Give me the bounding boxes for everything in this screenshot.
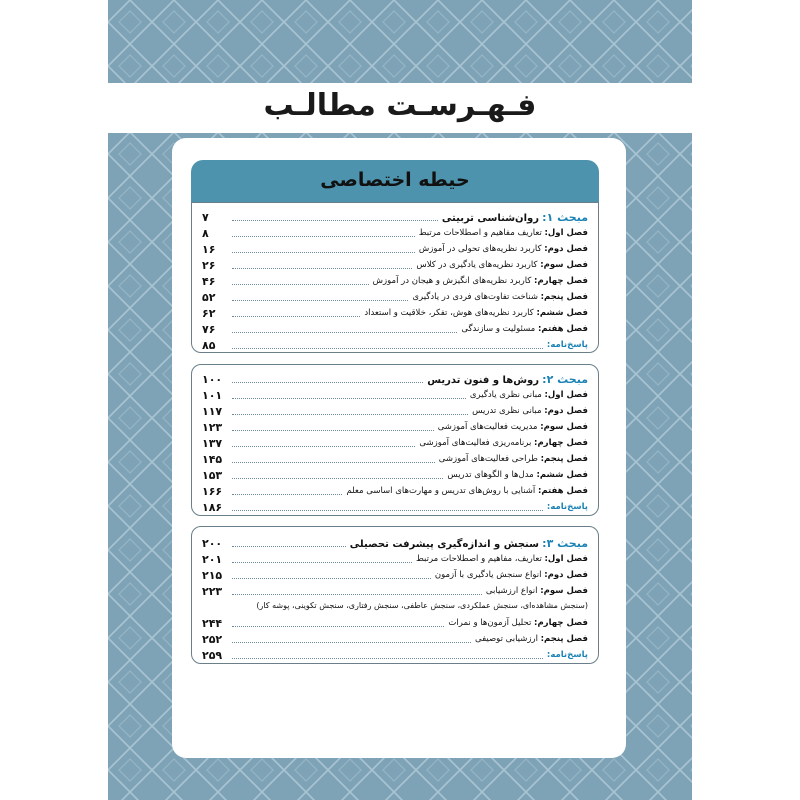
chapter-title: روش‌ها و فنون تدریس [427, 374, 539, 386]
page-number: ۷ [202, 210, 209, 224]
leader-dots [232, 494, 342, 495]
section-prefix: فصل سوم: [540, 586, 588, 596]
leader-dots [232, 478, 443, 479]
page-number: ۴۶ [202, 274, 216, 288]
page-number: ۲۵۲ [202, 632, 223, 646]
section-prefix: فصل اول: [544, 554, 588, 564]
section-title-text: تعاریف، مفاهیم و اصطلاحات مرتبط [415, 554, 542, 564]
chapter-prefix: مبحث ۱: [542, 210, 588, 224]
toc-row[interactable] [192, 583, 598, 599]
toc-row[interactable] [192, 567, 598, 583]
section-title-text: طراحی فعالیت‌های آموزشی [438, 454, 538, 464]
section-prefix: فصل پنجم: [540, 454, 588, 464]
toc-row[interactable] [192, 403, 598, 419]
section-prefix: فصل چهارم: [534, 618, 588, 628]
answer-key-label: پاسخ‌نامه: [546, 502, 588, 512]
toc-row[interactable] [192, 435, 598, 451]
toc-row[interactable] [192, 551, 598, 567]
leader-dots [232, 462, 435, 463]
leader-dots [232, 348, 543, 349]
section-title-text: مسئولیت و سازندگی [461, 324, 536, 334]
subsection-note: (سنجش مشاهده‌ای، سنجش عملکردی، سنجش عاطفی، سنجش رفتاری، سنجش تکوینی، پوشه کار) [256, 601, 588, 610]
leader-dots [232, 642, 471, 643]
leader-dots [232, 252, 415, 253]
section-prefix: فصل دوم: [544, 244, 588, 254]
page-number: ۱۱۷ [202, 404, 223, 418]
chapter-prefix: مبحث ۲: [542, 372, 588, 386]
leader-dots [232, 446, 415, 447]
leader-dots [232, 430, 434, 431]
chapter-title: روان‌شناسی تربیتی [441, 212, 539, 224]
leader-dots [232, 562, 412, 563]
section-title: حیطه اختصاصی [320, 169, 470, 191]
section-title-text: مبانی نظری یادگیری [469, 390, 542, 400]
page-number: ۲۱۵ [202, 568, 223, 582]
toc-row[interactable] [192, 483, 598, 499]
leader-dots [232, 414, 468, 415]
section-prefix: فصل چهارم: [534, 438, 588, 448]
toc-row[interactable] [192, 241, 598, 257]
section-prefix: فصل اول: [544, 390, 588, 400]
page-number: ۱۰۱ [202, 388, 223, 402]
section-title-text: برنامه‌ریزی فعالیت‌های آموزشی [419, 438, 532, 448]
page-number: ۲۶ [202, 258, 216, 272]
leader-dots [232, 658, 543, 659]
leader-dots [232, 546, 346, 547]
page-number: ۱۶ [202, 242, 216, 256]
page-number: ۸ [202, 226, 209, 240]
page-number: ۱۸۶ [202, 500, 223, 514]
section-title-text: شناخت تفاوت‌های فردی در یادگیری [412, 292, 538, 302]
section-title-text: کاربرد نظریه‌های یادگیری در کلاس [416, 260, 538, 270]
section-prefix: فصل ششم: [536, 470, 588, 480]
page-number: ۲۰۱ [202, 552, 223, 566]
leader-dots [232, 284, 369, 285]
leader-dots [232, 268, 412, 269]
answer-key-row[interactable] [192, 337, 598, 353]
section-title-text: کاربرد نظریه‌های انگیزش و هیجان در آموزش [372, 276, 532, 286]
chapter-heading[interactable] [192, 371, 598, 387]
chapter-panel-2 [191, 364, 599, 516]
section-title-text: انواع ارزشیابی [485, 586, 538, 596]
toc-row[interactable] [192, 305, 598, 321]
chapter-heading[interactable] [192, 209, 598, 225]
section-prefix: فصل ششم: [536, 308, 588, 318]
page-number: ۱۳۷ [202, 436, 223, 450]
chapter-prefix: مبحث ۳: [542, 536, 588, 550]
section-title-text: کاربرد نظریه‌های تحولی در آموزش [418, 244, 542, 254]
section-title-text: مدیریت فعالیت‌های آموزشی [437, 422, 538, 432]
leader-dots [232, 398, 466, 399]
toc-row[interactable] [192, 321, 598, 337]
section-title-text: تعاریف مفاهیم و اصطلاحات مرتبط [418, 228, 542, 238]
leader-dots [232, 578, 431, 579]
chapter-panel-1 [191, 202, 599, 353]
page-number: ۸۵ [202, 338, 216, 352]
section-prefix: فصل سوم: [540, 422, 588, 432]
leader-dots [232, 316, 360, 317]
section-title-text: کاربرد نظریه‌های هوش، تفکر، خلاقیت و استعداد [364, 308, 534, 318]
toc-row[interactable] [192, 467, 598, 483]
page-number: ۱۵۳ [202, 468, 223, 482]
chapter-title: سنجش و اندازه‌گیری پیشرفت تحصیلی [349, 538, 539, 550]
page-number: ۲۵۹ [202, 648, 223, 662]
toc-row[interactable] [192, 631, 598, 647]
section-prefix: فصل پنجم: [540, 292, 588, 302]
section-title-text: مدل‌ها و الگوهای تدریس [447, 470, 534, 480]
page-number: ۱۲۳ [202, 420, 223, 434]
section-prefix: فصل اول: [544, 228, 588, 238]
toc-row[interactable] [192, 257, 598, 273]
page-number: ۲۲۳ [202, 584, 223, 598]
toc-row[interactable] [192, 289, 598, 305]
page-number: ۵۲ [202, 290, 216, 304]
answer-key-label: پاسخ‌نامه: [546, 340, 588, 350]
page-number: ۲۴۴ [202, 616, 223, 630]
answer-key-row[interactable] [192, 647, 598, 663]
toc-row[interactable] [192, 273, 598, 289]
leader-dots [232, 332, 457, 333]
section-title-text: تحلیل آزمون‌ها و نمرات [448, 618, 532, 628]
chapter-heading[interactable] [192, 535, 598, 551]
leader-dots [232, 300, 408, 301]
section-prefix: فصل دوم: [544, 406, 588, 416]
page-number: ۱۰۰ [202, 372, 223, 386]
page-title: فـهـرسـت مطالـب [263, 88, 537, 123]
leader-dots [232, 382, 423, 383]
leader-dots [232, 236, 415, 237]
toc-row[interactable] [192, 225, 598, 241]
leader-dots [232, 220, 438, 221]
section-prefix: فصل دوم: [544, 570, 588, 580]
toc-row[interactable] [192, 615, 598, 631]
section-prefix: فصل هفتم: [537, 486, 588, 496]
leader-dots [232, 626, 444, 627]
toc-row[interactable] [192, 387, 598, 403]
chapter-panel-3 [191, 526, 599, 664]
section-title-text: مبانی نظری تدریس [472, 406, 542, 416]
answer-key-label: پاسخ‌نامه: [546, 650, 588, 660]
section-title-text: ارزشیابی توصیفی [475, 634, 538, 644]
section-prefix: فصل سوم: [540, 260, 588, 270]
section-prefix: فصل هفتم: [537, 324, 588, 334]
section-prefix: فصل پنجم: [540, 634, 588, 644]
page-number: ۱۴۵ [202, 452, 223, 466]
leader-dots [232, 594, 482, 595]
answer-key-row[interactable] [192, 499, 598, 515]
page-number: ۷۶ [202, 322, 216, 336]
leader-dots [232, 510, 543, 511]
section-title-text: آشنایی با روش‌های تدریس و مهارت‌های اساسی معلم [346, 486, 536, 496]
page-number: ۲۰۰ [202, 536, 223, 550]
section-title-text: انواع سنجش یادگیری با آزمون [434, 570, 542, 580]
section-prefix: فصل چهارم: [534, 276, 588, 286]
page-number: ۱۶۶ [202, 484, 223, 498]
toc-row[interactable] [192, 451, 598, 467]
toc-row[interactable] [192, 419, 598, 435]
page-number: ۶۲ [202, 306, 216, 320]
